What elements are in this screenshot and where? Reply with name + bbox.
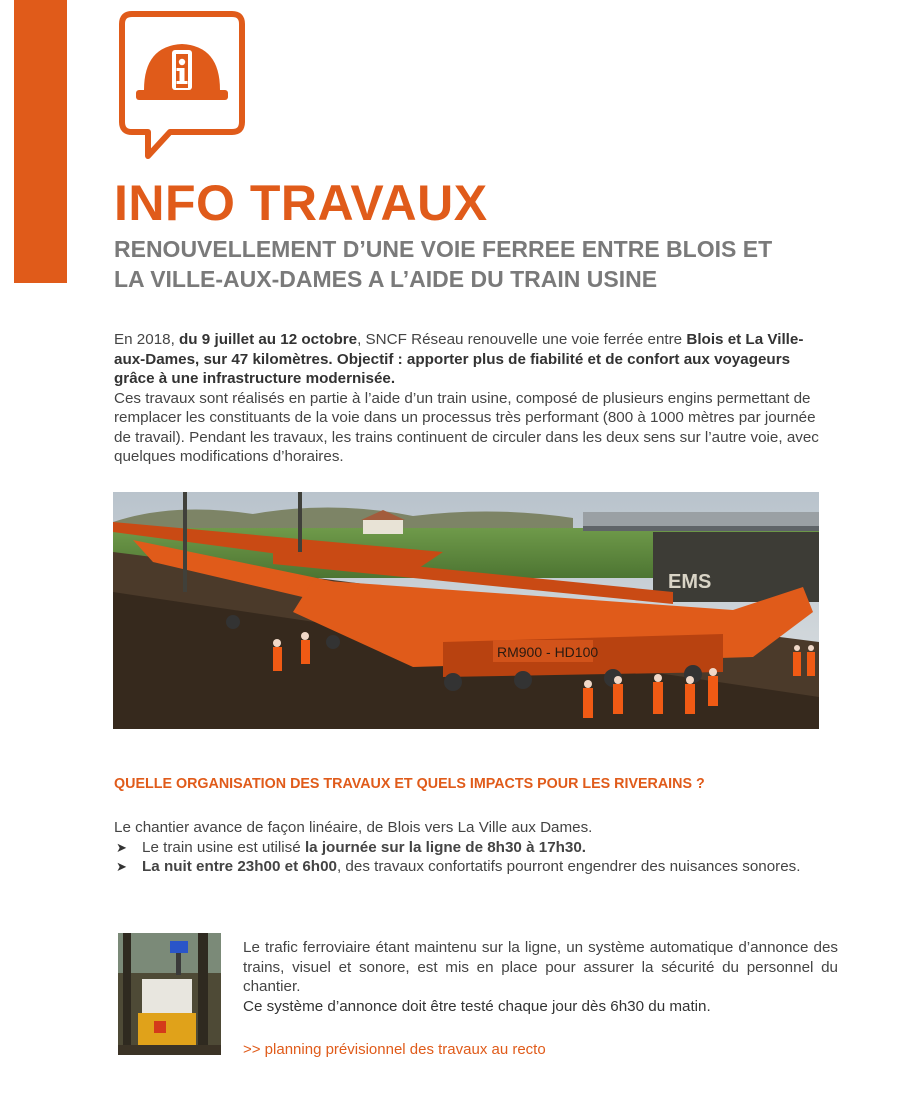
announcement-system-photo (118, 933, 221, 1055)
subtitle-line-1: RENOUVELLEMENT D’UNE VOIE FERREE ENTRE BLOIS ET (114, 236, 773, 262)
section-intro: Le chantier avance de façon linéaire, de Blois vers La Ville aux Dames. (114, 819, 593, 836)
intro-paragraph-1: En 2018, du 9 juillet au 12 octobre, SNCF Réseau renouvelle une voie ferrée entre Blois et La Ville-aux-Dames, sur 47 kilomètres. Objectif : apporter plus de fiabilité et de confort aux voyageurs grâce à une infrastructure modernisée. (114, 331, 804, 387)
arrow-bullet-icon: ➤ (116, 839, 127, 855)
svg-text:EMS: EMS (668, 571, 712, 593)
notice-paragraph-1: Le trafic ferroviaire étant maintenu sur la ligne, un système automatique d’annonce des trains, visuel et sonore, est mis en place pour assurer la sécurité du personnel du chantier. (243, 939, 838, 995)
info-helmet-icon (118, 10, 246, 160)
orange-side-bar (14, 0, 67, 283)
announcement-notice (243, 938, 838, 1016)
organisation-list (114, 838, 838, 877)
intro-text (114, 330, 826, 467)
section-heading: QUELLE ORGANISATION DES TRAVAUX ET QUELS IMPACTS POUR LES RIVERAINS ? (114, 776, 705, 792)
list-item: ➤ Le train usine est utilisé la journée sur la ligne de 8h30 à 17h30. (116, 838, 587, 856)
organisation-details (114, 818, 838, 877)
intro-paragraph-2: Ces travaux sont réalisés en partie à l’aide d’un train usine, composé de plusieurs engins permettant de remplacer les constituants de la voie dans un processus très performant (800 à 1000 mètres par journée de travail). Pendant les travaux, les trains continuent de circuler dans les deux sens sur l’autre voie, avec quelques modifications d’horaires. (114, 389, 819, 465)
page-title: INFO TRAVAUX (114, 175, 488, 231)
arrow-bullet-icon: ➤ (116, 859, 127, 874)
list-item: ➤ La nuit entre 23h00 et 6h00, des travaux confortatifs pourront engendrer des nuisances sonores. (116, 858, 801, 875)
page-subtitle (114, 234, 834, 294)
machine-label: RM900 - HD100 (497, 644, 599, 660)
planning-link[interactable]: >> planning prévisionnel des travaux au recto (243, 1041, 546, 1058)
subtitle-line-2: LA VILLE-AUX-DAMES A L’AIDE DU TRAIN USINE (114, 266, 658, 292)
train-usine-photo (113, 492, 819, 729)
notice-paragraph-2: Ce système d’annonce doit être testé chaque jour dès 6h30 du matin. (243, 997, 711, 1015)
